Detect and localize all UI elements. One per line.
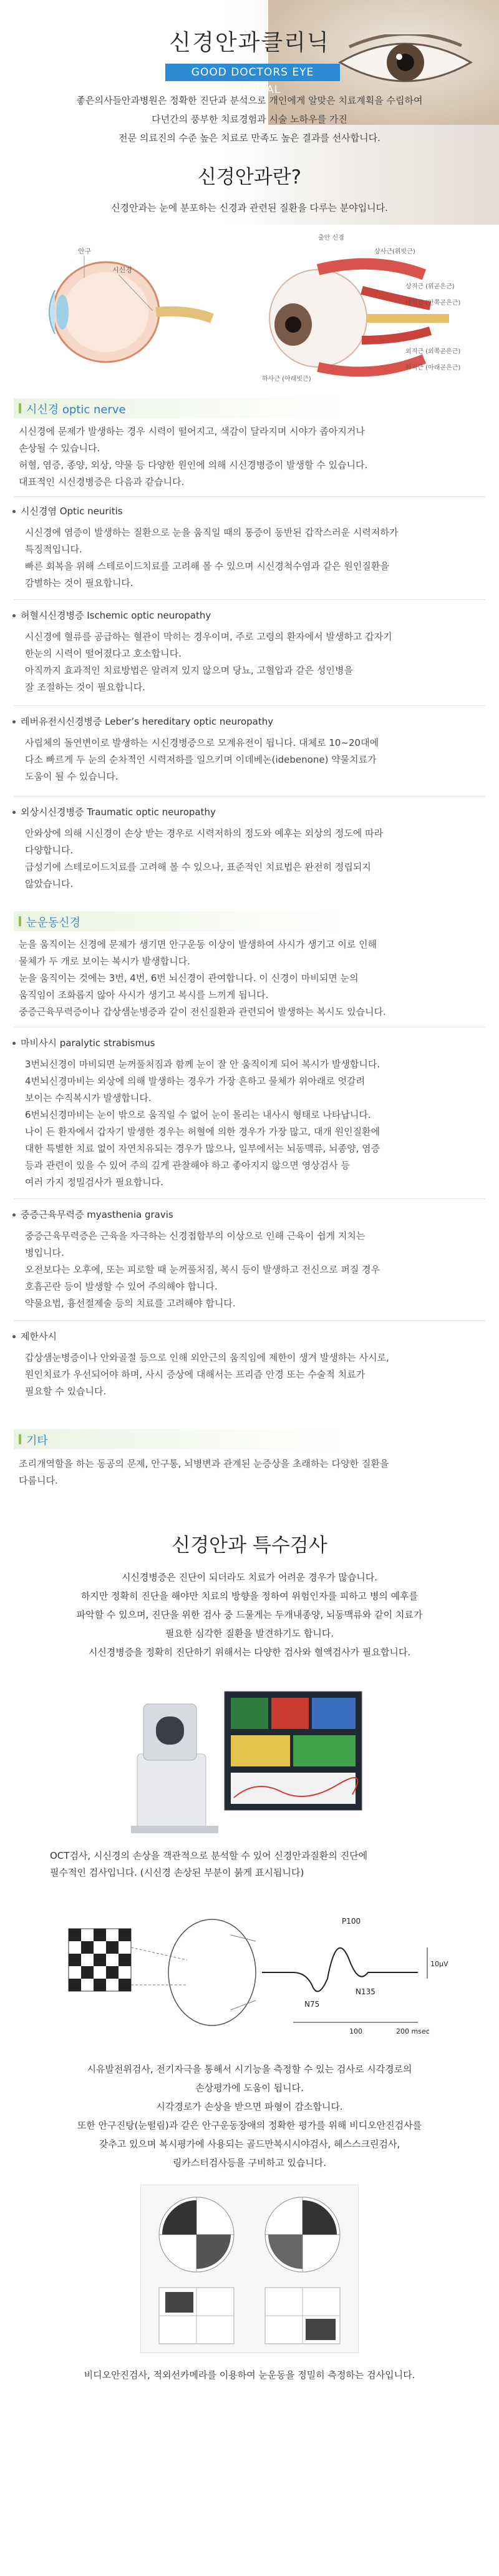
label-muscle-1: 상사근(위빗근) — [374, 248, 415, 255]
other-text: 조리개역할을 하는 동공의 문제, 안구통, 뇌병변과 관계된 눈증상을 초래하는 다양한 질환을 다룹니다. — [19, 1458, 389, 1486]
about-description: 신경안과는 눈에 분포하는 신경과 관련된 질환을 다루는 분야입니다. — [111, 202, 388, 213]
subheading-traumatic: 외상시신경병증 Traumatic optic neuropathy — [12, 805, 487, 818]
label-muscle-2: 상직근 (위곧은근) — [405, 283, 455, 290]
section-title: 기타 — [26, 1434, 48, 1447]
label-muscle-3: 내직근 (안쪽곧은근) — [405, 300, 461, 306]
oct-device-image — [131, 1679, 368, 1841]
traumatic-text: 안와상에 의해 시신경이 손상 받는 경우로 시력저하의 정도와 예후는 외상의 정도에 따라 다양합니다. 급성기에 스테로이드치료를 고려해 볼 수 있으나, 표준적인 치료법은 완전히 정립되지 않았습니다. — [25, 828, 384, 889]
optic-neuritis-text: 시신경에 염증이 발생하는 질환으로 눈을 움직일 때의 통증이 동반된 갑작스러운 시력저하가 특징적입니다. 빠른 회복을 위해 스테로이드치료를 고려해 볼 수 있으며 시신경척수염과 같은 원인질환을 감별하는 것이 필요합니다. — [25, 527, 399, 589]
vep-time-200: 200 msec — [396, 2027, 430, 2035]
ischemic-text: 시신경에 혈류를 공급하는 혈관이 막히는 경우이며, 주로 고령의 환자에서 발생하고 갑자기 한눈의 시력이 떨어졌다고 호소합니다. 아직까지 효과적인 치료방법은 알려져 있지 않으며 당뇨, 고혈압과 같은 성인병을 잘 조절하는 것이 필요합니다. — [25, 631, 392, 693]
subheading-leber: 레버유전시신경병증 Leber’s hereditary optic neuropathy — [12, 715, 487, 728]
hero-line: 전문 의료진의 수준 높은 치료로 만족도 높은 결과를 선사합니다. — [119, 132, 380, 144]
motor-intro: 눈을 움직이는 신경에 문제가 생기면 안구운동 이상이 발생하여 사시가 생기고 이로 인해 물체가 두 개로 보이는 복시가 발생합니다. 눈을 움직이는 것에는 3번, 4번, 6번 뇌신경이 관여합니다. 이 신경이 마비되면 눈의 움직임이 조화롭지 않아 사시가 생기고 복시를 느끼게 됩니다. 중증근육무력증이나 갑상샘눈병증과 같이 전신질환과 관련되어 발생하는 복시도 있습니다. — [19, 939, 386, 1017]
label-muscle-4: 외직근 (외쪽곧은근) — [405, 348, 461, 355]
section-title: 시신경 optic nerve — [26, 403, 126, 416]
hero-banner — [0, 0, 499, 225]
divider — [14, 1198, 485, 1199]
restrictive-text: 갑상샘눈병증이나 안와골절 등으로 인해 외안근의 움직임에 제한이 생겨 발생하는 사시로, 원인치료가 우선되어야 하며, 사시 증상에 대해서는 프리즘 안경 또는 수술적 치료가 필요할 수 있습니다. — [25, 1352, 389, 1397]
vep-n135-label: N135 — [356, 1987, 375, 1996]
vep-caption: 시유발전위검사, 전기자극을 통해서 시기능을 측정할 수 있는 검사로 시각경로의 손상평가에 도움이 됩니다. 시각경로가 손상을 받으면 파형이 감소합니다. 또한 안구진탕(눈떨림)과 같은 안구운동장애의 정확한 평가를 위해 비디오안진검사를 갖추고 있으며 복시평가에 사용되는 골드만복시시야검사, 헤스스크린검사, 링카스터검사등을 구비하고 있습니다. — [77, 2064, 422, 2168]
hero-line: 다년간의 풍부한 치료경험과 시술 노하우를 가진 — [152, 114, 347, 125]
vep-time-100: 100 — [349, 2027, 362, 2035]
visual-field-chart — [140, 2185, 359, 2353]
label-muscle-6: 하사근 (아래빗근) — [262, 376, 311, 383]
about-title: 신경안과란? — [197, 166, 302, 189]
label-muscle-5: 하직근 (아래곧은근) — [405, 365, 461, 371]
section-header-optic-nerve — [14, 398, 485, 418]
exam-intro: 시신경병증은 진단이 되더라도 치료가 어려운 경우가 많습니다. 하지만 정확히 진단을 해야만 치료의 방향을 정하여 위험인자를 피하고 병의 예후를 파악할 수 있으며, 진단을 위한 검사 중 드물게는 두개내종양, 뇌동맥류와 같이 치료가 필요한 심각한 질환을 발견하기도 합니다. 시신경병증을 정확히 진단하기 위해서는 다양한 검사와 혈액검사가 필요합니다. — [76, 1572, 423, 1658]
subheading-optic-neuritis: 시신경염 Optic neuritis — [12, 504, 487, 517]
section-title: 눈운동신경 — [26, 916, 80, 929]
subheading-paralytic: 마비사시 paralytic strabismus — [12, 1036, 487, 1049]
section-marker — [19, 1434, 21, 1444]
vep-waveform-figure — [44, 1891, 455, 2047]
paragraph-line: 시신경에 문제가 발생하는 경우 시력이 떨어지고, 색감이 달라지며 시야가 좁아지거나 — [19, 426, 365, 437]
paragraph-line: 대표적인 시신경병증은 다음과 같습니다. — [19, 476, 185, 487]
divider — [14, 496, 485, 497]
label-optic-nerve: 시신경 — [112, 266, 132, 274]
vep-n75-label: N75 — [304, 2000, 320, 2009]
subheading-ischemic: 허혈시신경병증 Ischemic optic neuropathy — [12, 609, 487, 622]
paragraph-line: 허혈, 염증, 종양, 외상, 약물 등 다양한 원인에 의해 시신경병증이 발생할 수 있습니다. — [19, 459, 368, 471]
section-marker — [19, 916, 21, 926]
section-header-motor-nerve — [14, 911, 485, 931]
hospital-name-badge: GOOD DOCTORS EYE HOSPITAL — [165, 64, 340, 81]
oct-caption: OCT검사, 시신경의 손상을 객관적으로 분석할 수 있어 신경안과질환의 진단에 필수적인 검사입니다. (시신경 손상된 부분이 붉게 표시됩니다) — [50, 1850, 368, 1878]
section-header-other — [14, 1429, 485, 1449]
divider — [14, 599, 485, 600]
label-exit-nerve: 출안 신경 — [318, 235, 344, 242]
subheading-myasthenia: 중증근육무력증 myasthenia gravis — [12, 1208, 487, 1221]
leber-text: 사립체의 돌연변이로 발생하는 시신경병증으로 모계유전이 됩니다. 대체로 10~20대에 다소 빠르게 두 눈의 순차적인 시력저하를 일으키며 이데베논(idebenone) 약물치료가 도움이 될 수 있습니다. — [25, 737, 379, 782]
hero-line: 좋은의사들안과병원은 정확한 진단과 분석으로 개인에게 알맞은 치료계획을 수립하여 — [76, 95, 423, 106]
divider — [14, 705, 485, 706]
paragraph-line: 손상될 수 있습니다. — [19, 443, 100, 454]
myasthenia-text: 중증근육무력증은 근육을 자극하는 신경접합부의 이상으로 인해 근육이 쉽게 지치는 병입니다. 오전보다는 오후에, 또는 피로할 때 눈꺼풀처짐, 복시 등이 발생하고 전신으로 퍼질 경우 호흡곤란 등이 발생할 수 있어 주의해야 합니다. 약물요법, 흉선절제술 등의 치료를 고려해야 합니다. — [25, 1230, 380, 1309]
divider — [14, 1320, 485, 1321]
vep-unit-label: 10μV — [430, 1960, 448, 1968]
section-marker — [19, 403, 21, 413]
video-nystagmography-caption: 비디오안진검사, 적외선카메라를 이용하여 눈운동을 정밀히 측정하는 검사입니다. — [84, 2369, 415, 2381]
label-eyeball: 안구 — [78, 247, 92, 255]
subheading-restrictive: 제한사시 — [12, 1330, 487, 1343]
optic-intro — [19, 423, 480, 491]
exam-title: 신경안과 특수검사 — [172, 1534, 327, 1557]
vep-p100-label: P100 — [342, 1917, 361, 1926]
eye-anatomy-diagram — [25, 231, 474, 387]
page-title: 신경안과클리닉 — [169, 30, 330, 56]
paralytic-text: 3번뇌신경이 마비되면 눈꺼풀처짐과 함께 눈이 잘 안 움직이게 되어 복시가 발생합니다. 4번뇌신경마비는 외상에 의해 발생하는 경우가 가장 흔하고 물체가 위아래로 엇갈려 보이는 수직복시가 발생합니다. 6번뇌신경마비는 눈이 밖으로 움직일 수 없어 눈이 몰리는 내사시 형태로 나타납니다. 나이 든 환자에서 갑자기 발생한 경우는 허혈에 의한 경우가 가장 많고, 대개 원인질환에 대한 특별한 치료 없이 자연치유되는 경우가 많으나, 일부에서는 뇌동맥류, 뇌종양, 염증 등과 관련이 있을 수 있어 주의 깊게 관찰해야 하고 좋아지지 않으면 영상검사 등 여러 가지 정밀검사가 필요합니다. — [25, 1059, 380, 1188]
hero-description — [56, 91, 443, 147]
